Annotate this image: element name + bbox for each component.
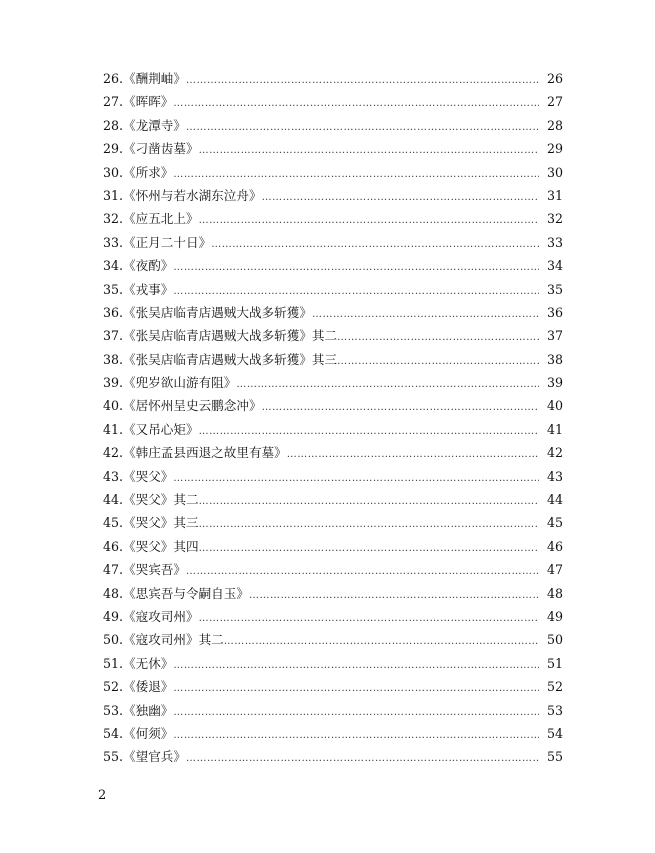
toc-entry-page: 37 xyxy=(546,328,563,344)
toc-entry-page: 41 xyxy=(546,421,563,437)
toc-entry-page: 54 xyxy=(546,725,563,741)
toc-entry-page: 44 xyxy=(546,492,563,508)
toc-entry-page: 47 xyxy=(546,562,563,578)
toc-entry-title: 28.《龙潭寺》 xyxy=(103,117,186,133)
toc-entry xyxy=(103,582,563,605)
toc-entry xyxy=(103,488,563,511)
toc-leader-dots xyxy=(173,280,539,303)
toc-entry-title: 52.《倭退》 xyxy=(103,679,174,695)
toc-entry-page: 48 xyxy=(546,585,563,601)
toc-entry xyxy=(103,652,563,675)
toc-leader-dots xyxy=(173,467,539,490)
toc-entry-title: 50.《寇攻司州》其二 xyxy=(103,632,224,648)
toc-entry-title: 35.《戎事》 xyxy=(103,281,174,297)
toc-leader-dots xyxy=(249,584,539,607)
toc-entry-page: 28 xyxy=(546,117,563,133)
page-number: 2 xyxy=(98,788,107,803)
toc-entry xyxy=(103,745,563,768)
toc-leader-dots xyxy=(211,233,539,256)
toc-entry-title: 46.《哭父》其四 xyxy=(103,538,199,554)
toc-entry-page: 31 xyxy=(546,187,563,203)
toc-entry xyxy=(103,254,563,277)
toc-entry-page: 32 xyxy=(546,211,563,227)
toc-entry-title: 54.《何须》 xyxy=(103,725,174,741)
toc-entry xyxy=(103,675,563,698)
toc-leader-dots xyxy=(173,92,539,115)
toc-leader-dots xyxy=(287,443,539,466)
toc-entry xyxy=(103,441,563,464)
toc-leader-dots xyxy=(199,537,539,560)
toc-entry-title: 31.《怀州与若水湖东泣舟》 xyxy=(103,187,262,203)
toc-entry-title: 48.《思宾吾与令嗣自玉》 xyxy=(103,585,249,601)
toc-entry-page: 36 xyxy=(546,304,563,320)
toc-entry-page: 38 xyxy=(546,351,563,367)
toc-entry-page: 52 xyxy=(546,679,563,695)
toc-leader-dots xyxy=(199,607,539,630)
toc-leader-dots xyxy=(224,630,539,653)
toc-leader-dots xyxy=(199,513,539,536)
toc-entry xyxy=(103,699,563,722)
toc-entry xyxy=(103,558,563,581)
toc-entry xyxy=(103,90,563,113)
toc-entry xyxy=(103,137,563,160)
toc-entry-title: 30.《所求》 xyxy=(103,164,174,180)
toc-leader-dots xyxy=(199,420,539,443)
toc-leader-dots xyxy=(173,724,539,747)
toc-entry-page: 29 xyxy=(546,141,563,157)
toc-leader-dots xyxy=(186,560,539,583)
toc-entry-title: 43.《哭父》 xyxy=(103,468,174,484)
toc-entry-title: 38.《张吴店临青店遇贼大战多斩獲》其三 xyxy=(103,351,338,367)
toc-entry-page: 26 xyxy=(546,71,563,86)
toc-entry xyxy=(103,161,563,184)
toc-entry-page: 35 xyxy=(546,281,563,297)
toc-entry-page: 30 xyxy=(546,164,563,180)
toc-entry-page: 40 xyxy=(546,398,563,414)
toc-entry-page: 42 xyxy=(546,445,563,461)
toc-entry xyxy=(103,114,563,137)
toc-entry-title: 40.《居怀州呈史云鹏念冲》 xyxy=(103,398,262,414)
toc-entry-title: 26.《酬荆岫》 xyxy=(103,71,186,86)
toc-leader-dots xyxy=(199,139,539,162)
toc-leader-dots xyxy=(236,373,539,396)
toc-entry xyxy=(103,348,563,371)
table-of-contents xyxy=(103,67,563,769)
toc-entry-page: 33 xyxy=(546,234,563,250)
toc-entry-title: 34.《夜酌》 xyxy=(103,258,174,274)
toc-entry xyxy=(103,207,563,230)
toc-entry xyxy=(103,511,563,534)
toc-entry xyxy=(103,628,563,651)
toc-entry xyxy=(103,67,563,90)
toc-entry-title: 37.《张吴店临青店遇贼大战多斩獲》其二 xyxy=(103,328,338,344)
toc-entry xyxy=(103,535,563,558)
toc-entry-title: 33.《正月二十日》 xyxy=(103,234,212,250)
toc-entry-page: 27 xyxy=(546,94,563,110)
toc-entry xyxy=(103,722,563,745)
toc-entry xyxy=(103,418,563,441)
toc-leader-dots xyxy=(186,69,539,92)
toc-entry xyxy=(103,605,563,628)
toc-leader-dots xyxy=(199,490,539,513)
toc-leader-dots xyxy=(173,163,539,186)
toc-leader-dots xyxy=(173,256,539,279)
toc-entry xyxy=(103,301,563,324)
toc-entry xyxy=(103,184,563,207)
toc-entry xyxy=(103,465,563,488)
toc-entry xyxy=(103,371,563,394)
toc-entry xyxy=(103,394,563,417)
toc-entry-title: 42.《韩庄孟县西退之故里有墓》 xyxy=(103,445,287,461)
toc-entry-page: 34 xyxy=(546,258,563,274)
toc-entry-title: 51.《无休》 xyxy=(103,655,174,671)
toc-entry-page: 55 xyxy=(546,749,563,765)
toc-entry-page: 45 xyxy=(546,515,563,531)
toc-entry xyxy=(103,324,563,347)
toc-leader-dots xyxy=(337,350,539,373)
toc-leader-dots xyxy=(186,747,539,770)
toc-entry-title: 55.《望官兵》 xyxy=(103,749,186,765)
toc-entry-title: 44.《哭父》其二 xyxy=(103,492,199,508)
toc-entry-page: 46 xyxy=(546,538,563,554)
toc-entry-page: 39 xyxy=(546,375,563,391)
toc-entry-page: 49 xyxy=(546,608,563,624)
toc-entry-title: 36.《张吴店临青店遇贼大战多斩獲》 xyxy=(103,304,312,320)
toc-entry-title: 45.《哭父》其三 xyxy=(103,515,199,531)
toc-entry-title: 53.《独幽》 xyxy=(103,702,174,718)
toc-leader-dots xyxy=(337,326,539,349)
toc-entry-title: 47.《哭宾吾》 xyxy=(103,562,186,578)
toc-leader-dots xyxy=(186,116,539,139)
toc-entry-title: 49.《寇攻司州》 xyxy=(103,608,199,624)
toc-leader-dots xyxy=(262,186,539,209)
toc-leader-dots xyxy=(173,701,539,724)
toc-entry-title: 29.《刁凿齿墓》 xyxy=(103,141,199,157)
toc-entry-page: 53 xyxy=(546,702,563,718)
toc-entry xyxy=(103,278,563,301)
toc-leader-dots xyxy=(199,209,539,232)
toc-entry-title: 27.《晖晖》 xyxy=(103,94,174,110)
toc-leader-dots xyxy=(173,654,539,677)
toc-leader-dots xyxy=(262,396,539,419)
toc-leader-dots xyxy=(173,677,539,700)
toc-entry-title: 32.《应五北上》 xyxy=(103,211,199,227)
toc-entry-title: 41.《又吊心矩》 xyxy=(103,421,199,437)
toc-entry-page: 51 xyxy=(546,655,563,671)
toc-entry-title: 39.《兜岁欲山游有阻》 xyxy=(103,375,237,391)
toc-leader-dots xyxy=(312,303,539,326)
toc-entry xyxy=(103,231,563,254)
toc-entry-page: 43 xyxy=(546,468,563,484)
toc-entry-page: 50 xyxy=(546,632,563,648)
